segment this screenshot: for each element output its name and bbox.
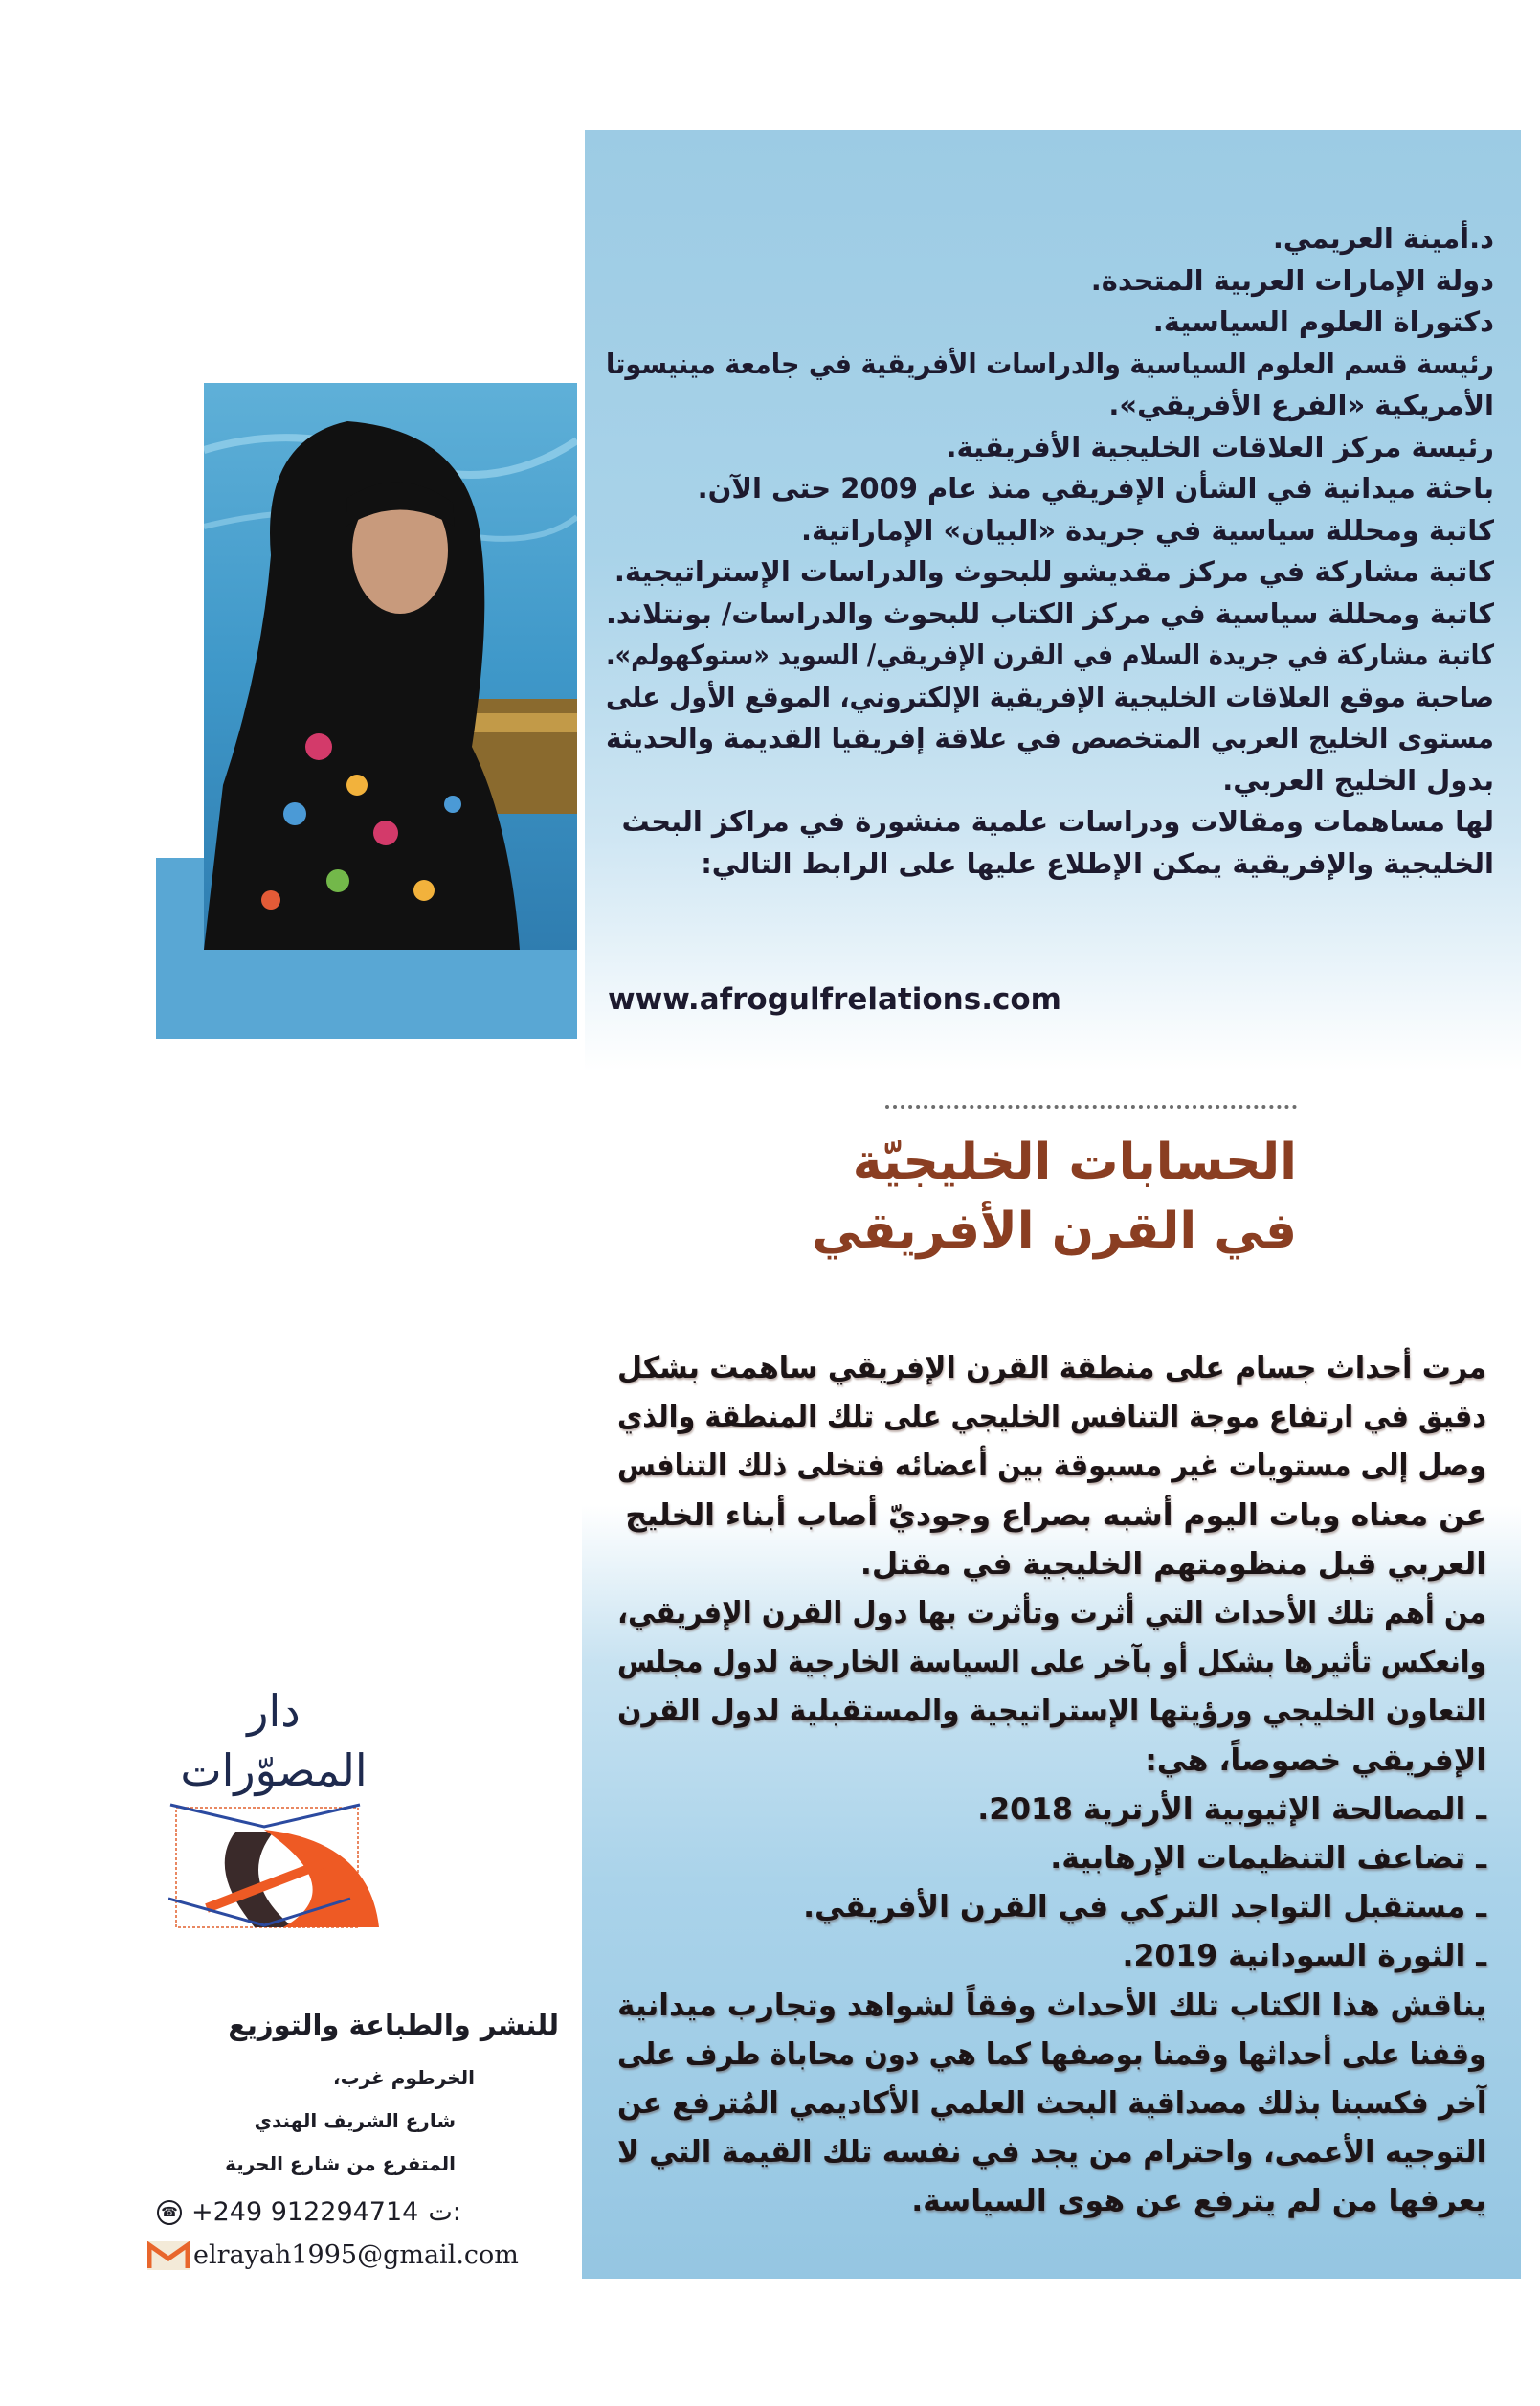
- book-title-line-2: في القرن الأفريقي: [812, 1203, 1297, 1260]
- blurb-text: [615, 1344, 1486, 2227]
- publisher-email: [147, 2240, 519, 2270]
- author-bio-line: د.أمينة العريمي.: [1272, 222, 1494, 255]
- book-title-block: [812, 1101, 1297, 1293]
- blurb-line: الإفريقي خصوصاً، هي:: [1145, 1743, 1486, 1778]
- book-title: [812, 1128, 1297, 1266]
- publisher-box: [130, 1654, 570, 2279]
- blurb-line: من أهم تلك الأحداث التي أثرت وتأثرت بها دول القرن الإفريقي،: [616, 1596, 1486, 1631]
- gmail-icon: [147, 2241, 190, 2270]
- publisher-tagline: للنشر والطباعة والتوزيع: [228, 2009, 559, 2041]
- author-bio-text: [604, 218, 1494, 885]
- blurb-line: عن معناه وبات اليوم أشبه بصراع وجوديّ أصاب أبناء الخليج: [625, 1497, 1486, 1533]
- author-bio-panel: [585, 130, 1521, 1072]
- blurb-bullet-item: ـ تضاعف التنظيمات الإرهابية.: [1050, 1841, 1486, 1877]
- publisher-address-line: المتفرع من شارع الحرية: [225, 2152, 456, 2175]
- blurb-panel: [582, 1287, 1521, 2279]
- author-bio-line: لها مساهمات ومقالات ودراسات علمية منشورة في مراكز البحث: [621, 805, 1494, 838]
- blurb-closing-line: يعرفها من لم يترفع عن هوى السياسة.: [911, 2184, 1486, 2219]
- publisher-address-line: شارع الشريف الهندي: [254, 2109, 456, 2132]
- blurb-closing-line: آخر فكسبنا بذلك مصداقية البحث العلمي الأكاديمي المُترفع عن: [616, 2086, 1486, 2122]
- blurb-bullet-item: ـ مستقبل التواجد التركي في القرن الأفريقي.: [803, 1890, 1486, 1925]
- email-address[interactable]: elrayah1995@gmail.com: [193, 2240, 519, 2270]
- blurb-bullet-item: ـ الثورة السودانية 2019.: [1122, 1939, 1486, 1974]
- author-bio-line: باحثة ميدانية في الشأن الإفريقي منذ عام 2009 حتى الآن.: [697, 472, 1494, 505]
- blurb-bullet-list: [615, 1786, 1486, 1982]
- blurb-line: التعاون الخليجي ورؤيتها الإستراتيجية والمستقبلية لدول القرن: [616, 1694, 1486, 1729]
- author-bio-line: صاحبة موقع العلاقات الخليجية الإفريقية الإلكتروني، الموقع الأول على: [606, 680, 1494, 713]
- blurb-line: وصل إلى مستويات غير مسبوقة بين أعضائه فتخلى ذلك التنافس: [616, 1449, 1486, 1484]
- publisher-logo-name: [149, 1681, 398, 1800]
- publisher-address-line: الخرطوم غرب،: [332, 2066, 475, 2089]
- author-bio-line: رئيسة مركز العلاقات الخليجية الأفريقية.: [946, 430, 1494, 463]
- book-title-line-1: الحسابات الخليجيّة: [852, 1134, 1297, 1191]
- phone-icon: ☎: [157, 2200, 182, 2225]
- publisher-name-line-2: المصوّرات: [180, 1744, 368, 1796]
- author-bio-line: رئيسة قسم العلوم السياسية والدراسات الأفريقية في جامعة مينيسوتا: [606, 347, 1494, 380]
- blurb-line: العربي قبل منظومتهم الخليجية في مقتل.: [859, 1546, 1486, 1582]
- author-bio-line: الخليجية والإفريقية يمكن الإطلاع عليها على الرابط التالي:: [701, 846, 1494, 880]
- publisher-phone: [157, 2197, 461, 2227]
- blurb-line: وانعكس تأثيرها بشكل أو بآخر على السياسة الخارجية لدول مجلس: [616, 1645, 1486, 1680]
- phone-number[interactable]: +249 912294714: [191, 2197, 419, 2227]
- blurb-line: مرت أحداث جسام على منطقة القرن الإفريقي ساهمت بشكل: [616, 1351, 1486, 1385]
- author-bio-line: كاتبة مشاركة في مركز مقديشو للبحوث والدراسات الإستراتيجية.: [614, 555, 1494, 588]
- dotted-divider-top: [885, 1105, 1297, 1109]
- author-bio-line: كاتبة ومحللة سياسية في مركز الكتاب للبحوث والدراسات/ بونتلاند.: [606, 596, 1494, 630]
- author-bio-line: دكتوراة العلوم السياسية.: [1152, 305, 1494, 338]
- author-bio-line: بدول الخليج العربي.: [1222, 763, 1494, 797]
- blurb-closing-line: التوجيه الأعمى، واحترام من يجد في نفسه تلك القيمة التي لا: [616, 2135, 1486, 2170]
- author-bio-line: كاتبة مشاركة في جريدة السلام في القرن الإفريقي/ السويد «ستوكهولم».: [605, 639, 1494, 671]
- author-bio-line: دولة الإمارات العربية المتحدة.: [1090, 263, 1494, 297]
- publisher-book-logo: [168, 1803, 398, 1937]
- phone-label: ت:: [428, 2197, 461, 2227]
- blurb-bullet-item: ـ المصالحة الإثيوبية الأرترية 2018.: [977, 1791, 1486, 1827]
- author-bio-line: مستوى الخليج العربي المتخصص في علاقة إفريقيا القديمة والحديثة: [606, 722, 1494, 754]
- author-bio-line: كاتبة ومحللة سياسية في جريدة «البيان» الإماراتية.: [801, 513, 1494, 547]
- publisher-name-line-1: دار: [247, 1685, 301, 1737]
- author-photo: [204, 383, 577, 950]
- blurb-line: دقيق في ارتفاع موجة التنافس الخليجي على تلك المنطقة والذي: [616, 1400, 1486, 1435]
- blurb-closing-line: وقفنا على أحداثها وقمنا بوصفها كما هي دون محاباة طرف على: [617, 2036, 1486, 2072]
- author-bio-line: الأمريكية «الفرع الأفريقي».: [1108, 389, 1494, 421]
- author-website-link[interactable]: www.afrogulfrelations.com: [608, 982, 1061, 1017]
- blurb-closing-line: يناقش هذا الكتاب تلك الأحداث وفقاً لشواهد وتجارب ميدانية: [617, 1988, 1486, 2023]
